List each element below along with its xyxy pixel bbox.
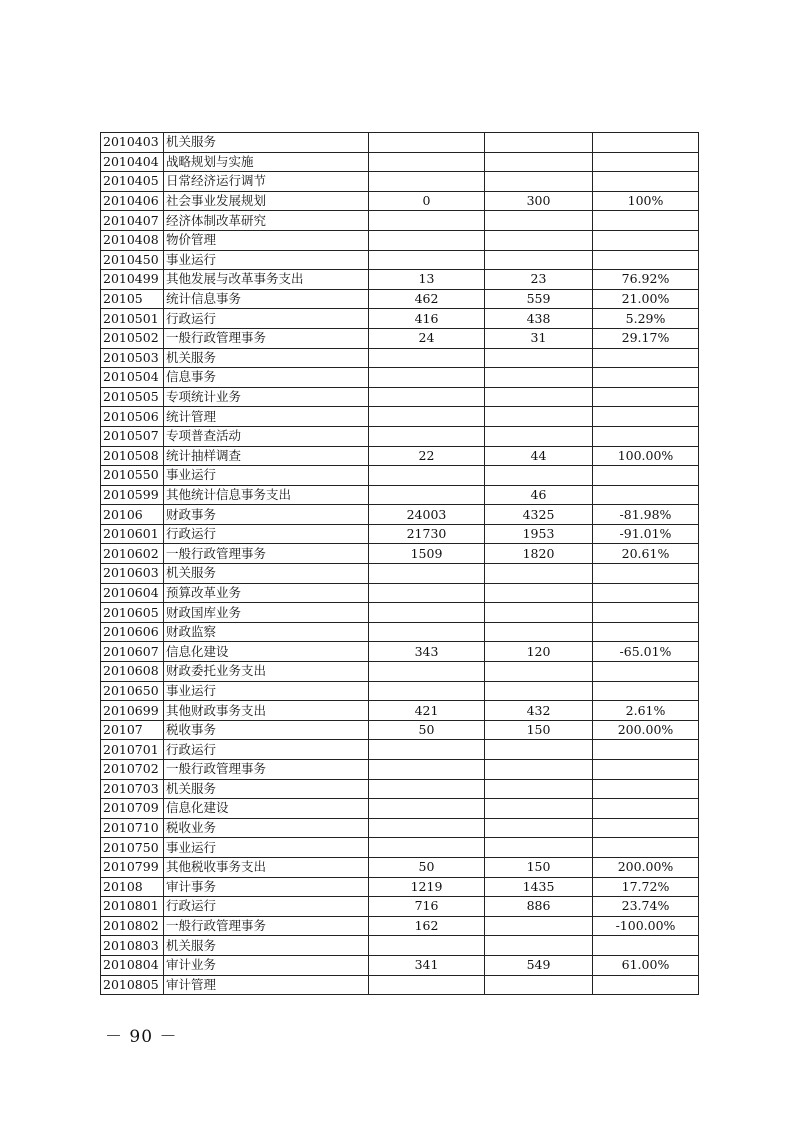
value-cell-1 (369, 936, 485, 956)
name-cell: 机关服务 (164, 779, 369, 799)
value-cell-2: 1953 (485, 524, 593, 544)
table-row (101, 662, 699, 682)
value-cell-2 (485, 916, 593, 936)
code-cell: 2010607 (101, 642, 164, 662)
value-cell-1 (369, 485, 485, 505)
name-cell: 财政事务 (164, 505, 369, 525)
value-cell-1 (369, 133, 485, 153)
table-row (101, 309, 699, 329)
percent-cell: 76.92% (593, 270, 699, 290)
value-cell-2 (485, 407, 593, 427)
value-cell-2: 46 (485, 485, 593, 505)
percent-cell (593, 681, 699, 701)
percent-cell (593, 426, 699, 446)
percent-cell: -100.00% (593, 916, 699, 936)
code-cell: 2010601 (101, 524, 164, 544)
percent-cell (593, 603, 699, 623)
name-cell: 行政运行 (164, 524, 369, 544)
percent-cell: 20.61% (593, 544, 699, 564)
percent-cell: 29.17% (593, 328, 699, 348)
code-cell: 2010550 (101, 466, 164, 486)
table-row (101, 564, 699, 584)
value-cell-1 (369, 779, 485, 799)
name-cell: 一般行政管理事务 (164, 544, 369, 564)
code-cell: 2010703 (101, 779, 164, 799)
value-cell-1 (369, 250, 485, 270)
value-cell-2 (485, 936, 593, 956)
code-cell: 2010407 (101, 211, 164, 231)
name-cell: 事业运行 (164, 681, 369, 701)
table-row (101, 407, 699, 427)
percent-cell (593, 485, 699, 505)
table-row (101, 485, 699, 505)
percent-cell: 100% (593, 191, 699, 211)
table-row (101, 642, 699, 662)
table-row (101, 603, 699, 623)
value-cell-2 (485, 622, 593, 642)
value-cell-2: 44 (485, 446, 593, 466)
table-row (101, 230, 699, 250)
value-cell-1 (369, 622, 485, 642)
table-row (101, 328, 699, 348)
table-row (101, 289, 699, 309)
value-cell-1 (369, 172, 485, 192)
table-row (101, 622, 699, 642)
table-row (101, 720, 699, 740)
name-cell: 行政运行 (164, 309, 369, 329)
code-cell: 2010603 (101, 564, 164, 584)
name-cell: 其他发展与改革事务支出 (164, 270, 369, 290)
value-cell-2 (485, 975, 593, 995)
code-cell: 2010606 (101, 622, 164, 642)
code-cell: 2010804 (101, 955, 164, 975)
value-cell-2 (485, 838, 593, 858)
value-cell-2 (485, 348, 593, 368)
percent-cell (593, 622, 699, 642)
value-cell-2 (485, 466, 593, 486)
code-cell: 2010702 (101, 760, 164, 780)
value-cell-2: 150 (485, 720, 593, 740)
value-cell-1 (369, 662, 485, 682)
value-cell-2 (485, 583, 593, 603)
name-cell: 专项统计业务 (164, 387, 369, 407)
value-cell-1 (369, 760, 485, 780)
table-row (101, 701, 699, 721)
name-cell: 统计管理 (164, 407, 369, 427)
percent-cell: 61.00% (593, 955, 699, 975)
percent-cell (593, 936, 699, 956)
code-cell: 2010801 (101, 897, 164, 917)
percent-cell: 2.61% (593, 701, 699, 721)
value-cell-2 (485, 230, 593, 250)
name-cell: 信息化建设 (164, 799, 369, 819)
value-cell-1: 1219 (369, 877, 485, 897)
name-cell: 信息化建设 (164, 642, 369, 662)
table-row (101, 152, 699, 172)
value-cell-1 (369, 466, 485, 486)
value-cell-2 (485, 250, 593, 270)
name-cell: 其他统计信息事务支出 (164, 485, 369, 505)
table-row (101, 250, 699, 270)
table-body (101, 133, 699, 995)
percent-cell (593, 368, 699, 388)
table-row (101, 544, 699, 564)
name-cell: 一般行政管理事务 (164, 760, 369, 780)
value-cell-2: 150 (485, 857, 593, 877)
name-cell: 经济体制改革研究 (164, 211, 369, 231)
value-cell-1: 50 (369, 857, 485, 877)
code-cell: 2010701 (101, 740, 164, 760)
name-cell: 一般行政管理事务 (164, 916, 369, 936)
value-cell-2 (485, 387, 593, 407)
value-cell-2: 4325 (485, 505, 593, 525)
name-cell: 预算改革业务 (164, 583, 369, 603)
value-cell-1: 24003 (369, 505, 485, 525)
percent-cell: 200.00% (593, 720, 699, 740)
value-cell-2: 438 (485, 309, 593, 329)
code-cell: 2010403 (101, 133, 164, 153)
table-row (101, 857, 699, 877)
value-cell-1 (369, 799, 485, 819)
name-cell: 统计信息事务 (164, 289, 369, 309)
name-cell: 战略规划与实施 (164, 152, 369, 172)
percent-cell (593, 740, 699, 760)
name-cell: 行政运行 (164, 740, 369, 760)
value-cell-1 (369, 426, 485, 446)
percent-cell (593, 662, 699, 682)
table-row (101, 975, 699, 995)
value-cell-1 (369, 603, 485, 623)
percent-cell (593, 583, 699, 603)
table-row (101, 191, 699, 211)
code-cell: 2010506 (101, 407, 164, 427)
code-cell: 20107 (101, 720, 164, 740)
percent-cell (593, 348, 699, 368)
name-cell: 物价管理 (164, 230, 369, 250)
value-cell-2 (485, 426, 593, 446)
code-cell: 2010508 (101, 446, 164, 466)
code-cell: 2010709 (101, 799, 164, 819)
percent-cell (593, 975, 699, 995)
code-cell: 2010501 (101, 309, 164, 329)
name-cell: 税收事务 (164, 720, 369, 740)
value-cell-1 (369, 740, 485, 760)
value-cell-1 (369, 387, 485, 407)
percent-cell: 23.74% (593, 897, 699, 917)
page-number: － 90 － (105, 1027, 178, 1047)
code-cell: 2010503 (101, 348, 164, 368)
name-cell: 审计业务 (164, 955, 369, 975)
value-cell-2: 549 (485, 955, 593, 975)
table-row (101, 211, 699, 231)
value-cell-2: 1435 (485, 877, 593, 897)
name-cell: 社会事业发展规划 (164, 191, 369, 211)
name-cell: 日常经济运行调节 (164, 172, 369, 192)
code-cell: 2010505 (101, 387, 164, 407)
code-cell: 2010408 (101, 230, 164, 250)
table-row (101, 446, 699, 466)
code-cell: 2010650 (101, 681, 164, 701)
name-cell: 其他税收事务支出 (164, 857, 369, 877)
percent-cell: 5.29% (593, 309, 699, 329)
value-cell-2 (485, 368, 593, 388)
name-cell: 审计事务 (164, 877, 369, 897)
name-cell: 一般行政管理事务 (164, 328, 369, 348)
table-row (101, 583, 699, 603)
value-cell-1 (369, 211, 485, 231)
value-cell-1: 50 (369, 720, 485, 740)
code-cell: 2010805 (101, 975, 164, 995)
value-cell-2: 23 (485, 270, 593, 290)
value-cell-1 (369, 368, 485, 388)
percent-cell: 100.00% (593, 446, 699, 466)
table-row (101, 270, 699, 290)
name-cell: 专项普查活动 (164, 426, 369, 446)
value-cell-2: 1820 (485, 544, 593, 564)
table-row (101, 936, 699, 956)
code-cell: 2010405 (101, 172, 164, 192)
table-row (101, 133, 699, 153)
code-cell: 2010404 (101, 152, 164, 172)
table-row (101, 955, 699, 975)
value-cell-1: 22 (369, 446, 485, 466)
percent-cell (593, 172, 699, 192)
percent-cell (593, 211, 699, 231)
percent-cell (593, 152, 699, 172)
value-cell-1 (369, 975, 485, 995)
code-cell: 2010499 (101, 270, 164, 290)
value-cell-2 (485, 133, 593, 153)
percent-cell (593, 564, 699, 584)
value-cell-2 (485, 740, 593, 760)
value-cell-2 (485, 564, 593, 584)
value-cell-2 (485, 681, 593, 701)
percent-cell (593, 407, 699, 427)
value-cell-2: 886 (485, 897, 593, 917)
code-cell: 2010602 (101, 544, 164, 564)
percent-cell: -81.98% (593, 505, 699, 525)
name-cell: 事业运行 (164, 466, 369, 486)
value-cell-2: 559 (485, 289, 593, 309)
value-cell-1: 13 (369, 270, 485, 290)
code-cell: 20105 (101, 289, 164, 309)
code-cell: 2010710 (101, 818, 164, 838)
value-cell-1 (369, 152, 485, 172)
table-row (101, 877, 699, 897)
table-row (101, 779, 699, 799)
value-cell-2 (485, 152, 593, 172)
value-cell-1: 462 (369, 289, 485, 309)
code-cell: 2010803 (101, 936, 164, 956)
value-cell-1: 21730 (369, 524, 485, 544)
table-row (101, 368, 699, 388)
value-cell-1: 1509 (369, 544, 485, 564)
table-row (101, 505, 699, 525)
value-cell-1: 341 (369, 955, 485, 975)
name-cell: 税收业务 (164, 818, 369, 838)
name-cell: 财政国库业务 (164, 603, 369, 623)
code-cell: 2010599 (101, 485, 164, 505)
budget-table (100, 132, 699, 995)
percent-cell (593, 838, 699, 858)
value-cell-1: 162 (369, 916, 485, 936)
code-cell: 2010802 (101, 916, 164, 936)
value-cell-2 (485, 662, 593, 682)
value-cell-1 (369, 681, 485, 701)
code-cell: 2010502 (101, 328, 164, 348)
value-cell-2: 300 (485, 191, 593, 211)
name-cell: 机关服务 (164, 936, 369, 956)
value-cell-2 (485, 211, 593, 231)
table-row (101, 818, 699, 838)
value-cell-1 (369, 583, 485, 603)
table-row (101, 760, 699, 780)
percent-cell (593, 799, 699, 819)
table-row (101, 838, 699, 858)
name-cell: 其他财政事务支出 (164, 701, 369, 721)
name-cell: 财政监察 (164, 622, 369, 642)
code-cell: 2010605 (101, 603, 164, 623)
table-row (101, 799, 699, 819)
value-cell-1: 416 (369, 309, 485, 329)
percent-cell: 21.00% (593, 289, 699, 309)
percent-cell (593, 779, 699, 799)
name-cell: 事业运行 (164, 838, 369, 858)
name-cell: 审计管理 (164, 975, 369, 995)
value-cell-2 (485, 818, 593, 838)
name-cell: 机关服务 (164, 564, 369, 584)
table-row (101, 348, 699, 368)
code-cell: 2010406 (101, 191, 164, 211)
value-cell-2 (485, 799, 593, 819)
name-cell: 机关服务 (164, 133, 369, 153)
value-cell-2: 432 (485, 701, 593, 721)
value-cell-2 (485, 760, 593, 780)
table-row (101, 740, 699, 760)
value-cell-2 (485, 603, 593, 623)
name-cell: 统计抽样调查 (164, 446, 369, 466)
percent-cell (593, 818, 699, 838)
name-cell: 机关服务 (164, 348, 369, 368)
value-cell-1 (369, 818, 485, 838)
value-cell-1: 716 (369, 897, 485, 917)
code-cell: 2010799 (101, 857, 164, 877)
percent-cell: 200.00% (593, 857, 699, 877)
code-cell: 2010750 (101, 838, 164, 858)
value-cell-2 (485, 779, 593, 799)
value-cell-1 (369, 407, 485, 427)
percent-cell (593, 760, 699, 780)
table-row (101, 916, 699, 936)
value-cell-1: 421 (369, 701, 485, 721)
value-cell-2: 31 (485, 328, 593, 348)
table-row (101, 897, 699, 917)
table-row (101, 387, 699, 407)
percent-cell: 17.72% (593, 877, 699, 897)
name-cell: 行政运行 (164, 897, 369, 917)
code-cell: 2010608 (101, 662, 164, 682)
value-cell-1 (369, 348, 485, 368)
name-cell: 财政委托业务支出 (164, 662, 369, 682)
name-cell: 信息事务 (164, 368, 369, 388)
value-cell-1 (369, 230, 485, 250)
value-cell-2 (485, 172, 593, 192)
percent-cell: -65.01% (593, 642, 699, 662)
percent-cell (593, 387, 699, 407)
percent-cell (593, 250, 699, 270)
name-cell: 事业运行 (164, 250, 369, 270)
value-cell-1 (369, 838, 485, 858)
percent-cell: -91.01% (593, 524, 699, 544)
value-cell-1: 0 (369, 191, 485, 211)
code-cell: 20106 (101, 505, 164, 525)
percent-cell (593, 133, 699, 153)
percent-cell (593, 466, 699, 486)
table-row (101, 524, 699, 544)
value-cell-2: 120 (485, 642, 593, 662)
table-row (101, 681, 699, 701)
table-row (101, 426, 699, 446)
code-cell: 2010604 (101, 583, 164, 603)
code-cell: 2010450 (101, 250, 164, 270)
table-row (101, 466, 699, 486)
code-cell: 20108 (101, 877, 164, 897)
value-cell-1 (369, 564, 485, 584)
code-cell: 2010699 (101, 701, 164, 721)
value-cell-1: 343 (369, 642, 485, 662)
percent-cell (593, 230, 699, 250)
code-cell: 2010504 (101, 368, 164, 388)
table-row (101, 172, 699, 192)
code-cell: 2010507 (101, 426, 164, 446)
value-cell-1: 24 (369, 328, 485, 348)
